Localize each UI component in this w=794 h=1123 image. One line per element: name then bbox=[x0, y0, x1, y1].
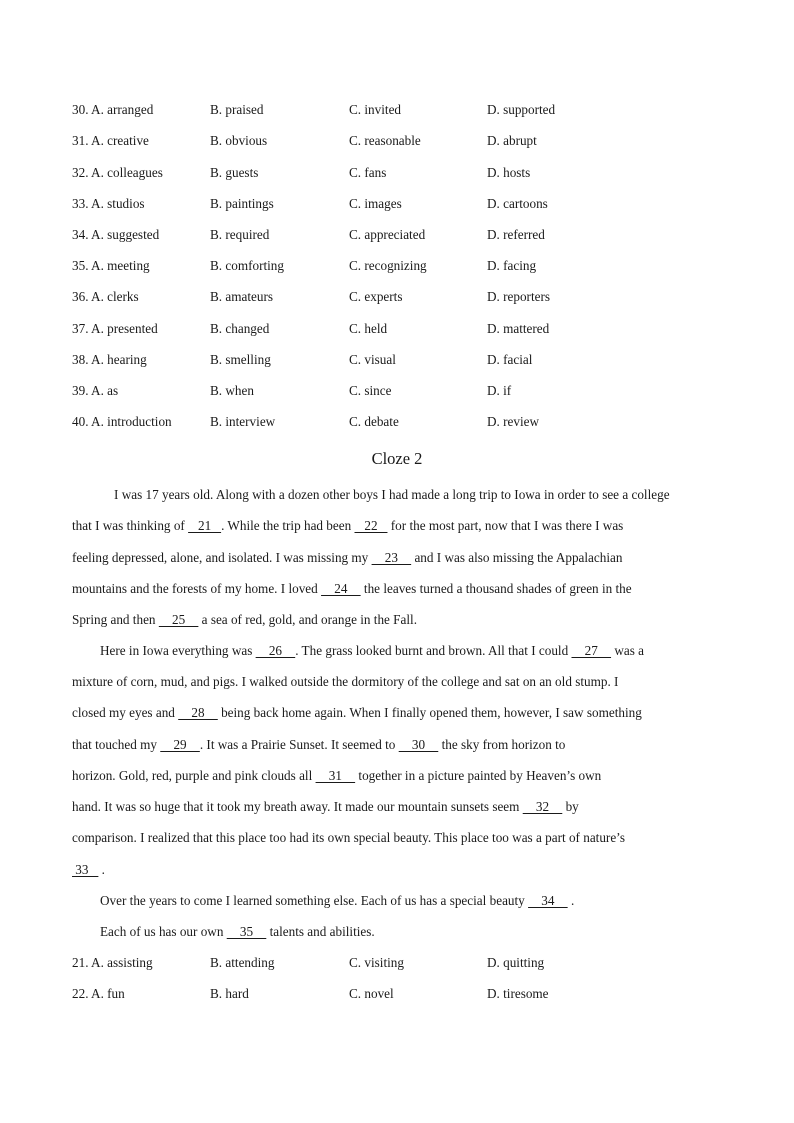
blank-26: 26 bbox=[255, 643, 296, 658]
option-b: B. required bbox=[210, 227, 270, 242]
option-row-39 bbox=[72, 381, 732, 401]
option-b: B. changed bbox=[210, 321, 270, 336]
option-d: D. facial bbox=[487, 352, 533, 367]
blank-28: 28 bbox=[178, 705, 218, 720]
passage-text: mountains and the forests of my home. I loved bbox=[72, 581, 322, 596]
passage-line bbox=[72, 579, 722, 599]
option-d: D. cartoons bbox=[487, 196, 548, 211]
option-row-30 bbox=[72, 100, 732, 120]
option-d: D. supported bbox=[487, 102, 556, 117]
passage-text: talents and abilities. bbox=[266, 924, 375, 939]
passage-line bbox=[100, 641, 722, 661]
option-c: C. recognizing bbox=[349, 258, 427, 273]
option-row-35 bbox=[72, 256, 732, 276]
option-d: D. hosts bbox=[487, 165, 531, 180]
blank-27: 27 bbox=[571, 643, 612, 658]
passage-text: together in a picture painted by Heaven’s own bbox=[355, 768, 602, 783]
passage-text: I was 17 years old. Along with a dozen other boys I had made a long trip to Iowa in order to see a college bbox=[114, 487, 670, 502]
blank-21: 21 bbox=[188, 518, 222, 533]
option-b: B. attending bbox=[210, 955, 275, 970]
passage-line bbox=[72, 828, 722, 848]
passage-text: . While the trip had been bbox=[221, 518, 355, 533]
passage-line bbox=[72, 703, 722, 723]
option-a: 22. A. fun bbox=[72, 986, 125, 1001]
option-b: B. comforting bbox=[210, 258, 284, 273]
option-a: 39. A. as bbox=[72, 383, 119, 398]
passage-text: Here in Iowa everything was bbox=[100, 643, 256, 658]
option-c: C. invited bbox=[349, 102, 402, 117]
passage-text: by bbox=[562, 799, 579, 814]
passage-text: Over the years to come I learned something else. Each of us has a special beauty bbox=[100, 893, 529, 908]
option-d: D. mattered bbox=[487, 321, 550, 336]
option-row-37 bbox=[72, 319, 732, 339]
passage-text: a sea of red, gold, and orange in the Fall. bbox=[198, 612, 417, 627]
option-d: D. if bbox=[487, 383, 512, 398]
option-row-38 bbox=[72, 350, 732, 370]
passage-text: the leaves turned a thousand shades of green in the bbox=[360, 581, 632, 596]
passage-text: feeling depressed, alone, and isolated. I was missing my bbox=[72, 550, 372, 565]
option-row-34 bbox=[72, 225, 732, 245]
option-d: D. tiresome bbox=[487, 986, 549, 1001]
option-c: C. experts bbox=[349, 289, 403, 304]
passage-text: and I was also missing the Appalachian bbox=[411, 550, 623, 565]
option-b: B. obvious bbox=[210, 133, 268, 148]
passage-text: Each of us has our own bbox=[100, 924, 227, 939]
passage-text: . bbox=[567, 893, 575, 908]
passage-line bbox=[100, 922, 722, 942]
option-b: B. when bbox=[210, 383, 254, 398]
blank-32: 32 bbox=[522, 799, 563, 814]
passage-line bbox=[72, 860, 722, 880]
option-a: 38. A. hearing bbox=[72, 352, 147, 367]
option-row-31 bbox=[72, 131, 732, 151]
option-row-40 bbox=[72, 412, 732, 432]
option-c: C. novel bbox=[349, 986, 394, 1001]
option-c: C. reasonable bbox=[349, 133, 421, 148]
option-c: C. visual bbox=[349, 352, 396, 367]
option-a: 21. A. assisting bbox=[72, 955, 153, 970]
option-c: C. images bbox=[349, 196, 402, 211]
passage-text: mixture of corn, mud, and pigs. I walked outside the dormitory of the college and sat on an old stump. I bbox=[72, 674, 619, 689]
option-b: B. praised bbox=[210, 102, 264, 117]
option-a: 32. A. colleagues bbox=[72, 165, 163, 180]
passage-line bbox=[72, 735, 722, 755]
option-row-22 bbox=[72, 984, 732, 1004]
option-b: B. interview bbox=[210, 414, 276, 429]
passage-text: was a bbox=[611, 643, 645, 658]
option-c: C. held bbox=[349, 321, 388, 336]
blank-25: 25 bbox=[158, 612, 199, 627]
option-row-32 bbox=[72, 163, 732, 183]
option-b: B. paintings bbox=[210, 196, 274, 211]
passage-line bbox=[72, 610, 722, 630]
passage-text: that I was thinking of bbox=[72, 518, 189, 533]
passage-line bbox=[72, 766, 722, 786]
passage-text: Spring and then bbox=[72, 612, 159, 627]
option-d: D. facing bbox=[487, 258, 537, 273]
option-d: D. abrupt bbox=[487, 133, 537, 148]
option-c: C. visiting bbox=[349, 955, 404, 970]
option-a: 36. A. clerks bbox=[72, 289, 139, 304]
option-b: B. hard bbox=[210, 986, 249, 1001]
blank-34: 34 bbox=[528, 893, 568, 908]
blank-30: 30 bbox=[398, 737, 439, 752]
option-d: D. quitting bbox=[487, 955, 545, 970]
passage-line bbox=[100, 891, 722, 911]
option-a: 33. A. studios bbox=[72, 196, 145, 211]
passage-text: hand. It was so huge that it took my breath away. It made our mountain sunsets seem bbox=[72, 799, 523, 814]
passage-text: being back home again. When I finally opened them, however, I saw something bbox=[217, 705, 642, 720]
option-row-36 bbox=[72, 287, 732, 307]
blank-35: 35 bbox=[226, 924, 267, 939]
blank-31: 31 bbox=[315, 768, 356, 783]
passage-text: that touched my bbox=[72, 737, 161, 752]
option-row-21 bbox=[72, 953, 732, 973]
passage-text: . It was a Prairie Sunset. It seemed to bbox=[199, 737, 399, 752]
option-a: 37. A. presented bbox=[72, 321, 158, 336]
option-d: D. review bbox=[487, 414, 539, 429]
blank-29: 29 bbox=[160, 737, 200, 752]
option-b: B. amateurs bbox=[210, 289, 273, 304]
option-c: C. appreciated bbox=[349, 227, 426, 242]
passage-line bbox=[114, 485, 722, 505]
option-c: C. debate bbox=[349, 414, 399, 429]
blank-33: 33 bbox=[72, 862, 99, 877]
passage-line bbox=[72, 516, 722, 536]
option-a: 30. A. arranged bbox=[72, 102, 154, 117]
blank-24: 24 bbox=[321, 581, 361, 596]
blank-22: 22 bbox=[354, 518, 388, 533]
passage-text: comparison. I realized that this place too had its own special beauty. This place too was a part of nature’s bbox=[72, 830, 625, 845]
passage-text: closed my eyes and bbox=[72, 705, 179, 720]
option-d: D. referred bbox=[487, 227, 545, 242]
passage-text: for the most part, now that I was there I was bbox=[387, 518, 624, 533]
option-a: 31. A. creative bbox=[72, 133, 149, 148]
option-a: 40. A. introduction bbox=[72, 414, 172, 429]
option-c: C. fans bbox=[349, 165, 387, 180]
blank-23: 23 bbox=[371, 550, 412, 565]
option-c: C. since bbox=[349, 383, 392, 398]
passage-line bbox=[72, 797, 722, 817]
passage-text: horizon. Gold, red, purple and pink clouds all bbox=[72, 768, 316, 783]
option-row-33 bbox=[72, 194, 732, 214]
option-b: B. smelling bbox=[210, 352, 271, 367]
option-a: 35. A. meeting bbox=[72, 258, 150, 273]
option-d: D. reporters bbox=[487, 289, 550, 304]
passage-text: the sky from horizon to bbox=[438, 737, 566, 752]
section-title: Cloze 2 bbox=[371, 449, 423, 468]
passage-line bbox=[72, 548, 722, 568]
passage-line bbox=[72, 672, 722, 692]
passage-text: . bbox=[98, 862, 105, 877]
option-b: B. guests bbox=[210, 165, 259, 180]
option-a: 34. A. suggested bbox=[72, 227, 160, 242]
passage-text: . The grass looked burnt and brown. All that I could bbox=[295, 643, 572, 658]
